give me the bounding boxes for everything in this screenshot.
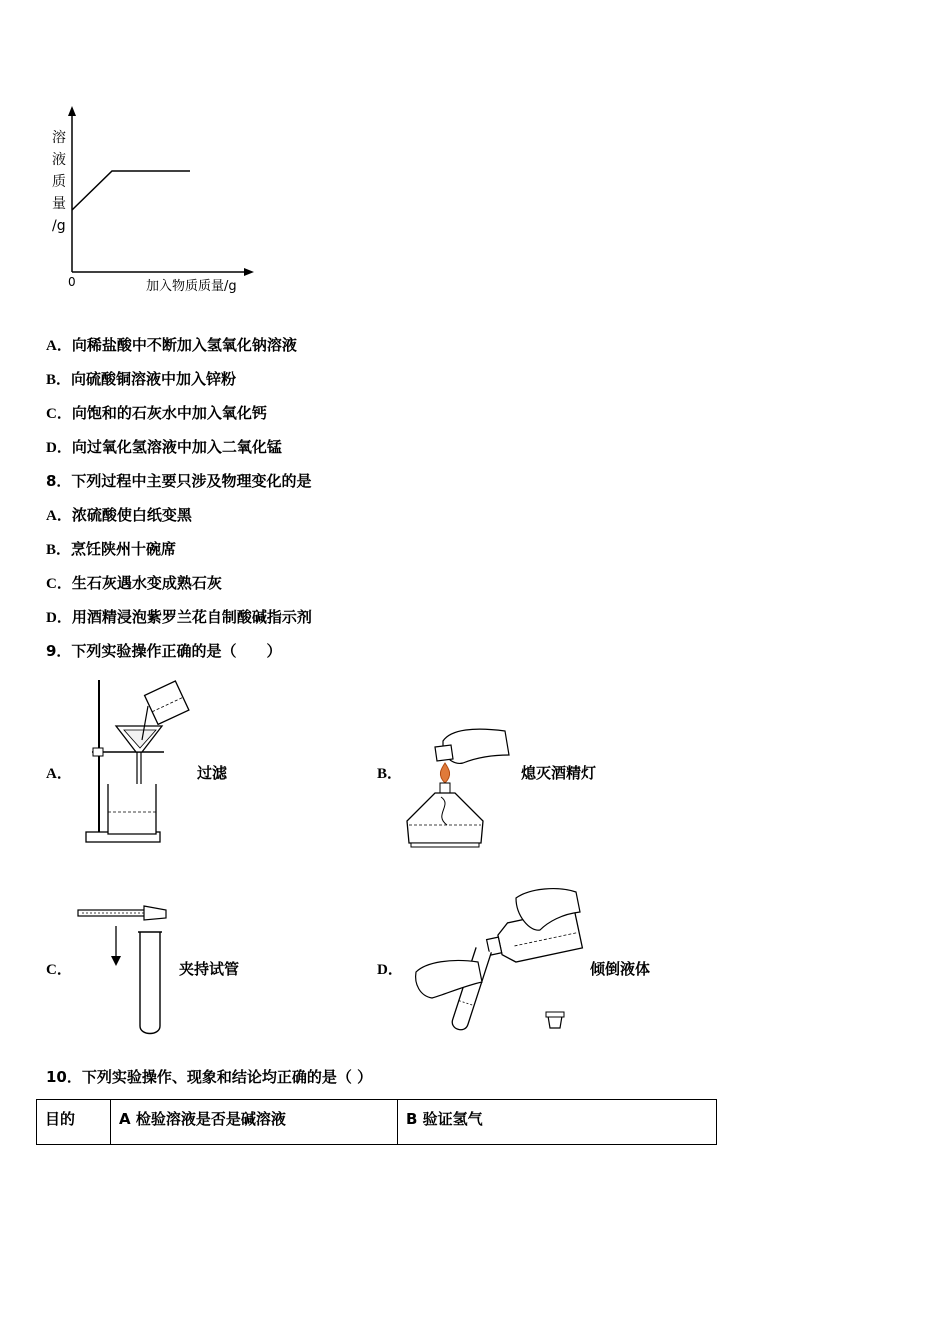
y-label-char: 质 [52,174,66,190]
holder-clamp [144,906,166,920]
x-label: 加入物质质量/g [146,279,237,294]
q8-option-c [46,573,222,594]
q9-option-c-letter: C． [46,962,72,978]
wick-holder [440,783,450,793]
y-label-char: 量 [52,196,66,212]
q9-stem: 9．下列实验操作正确的是（ ） [46,642,282,660]
x-axis-arrow [244,268,254,276]
lamp-cap [435,745,453,761]
y-label-char: 液 [52,152,66,168]
option-text: 浓硫酸使白纸变黑 [71,506,192,524]
test-tube [140,932,160,1034]
pouring-liquid-illustration [412,886,588,1038]
down-arrow-head [111,956,121,966]
graph-curve [72,171,190,210]
q9-option-d-caption: 倾倒液体 [590,960,651,978]
option-text: 向过氧化氢溶液中加入二氧化锰 [71,438,282,456]
y-label-char: 溶 [52,130,66,146]
q7-option-c [46,403,267,424]
option-text: 烹饪陕州十碗席 [71,540,177,558]
q8-option-a [46,505,192,526]
option-letter: A． [46,338,72,354]
lamp-body [407,793,483,843]
option-text: 向饱和的石灰水中加入氧化钙 [71,404,267,422]
q9-option-d-letter: D． [377,962,403,978]
q7-option-b [46,369,236,390]
option-text: 用酒精浸泡紫罗兰花自制酸碱指示剂 [71,608,312,626]
q9-option-b-letter: B． [377,766,403,782]
test-tube-holder-illustration [74,902,174,1038]
option-text: 生石灰遇水变成熟石灰 [71,574,222,592]
option-text: 向硫酸铜溶液中加入锌粉 [71,370,237,388]
option-letter: B． [46,372,72,388]
flame [440,763,449,783]
option-letter: B． [46,542,72,558]
option-letter: D． [46,440,72,456]
table-row [37,1100,717,1145]
option-letter: C． [46,576,72,592]
bottle-stopper [548,1016,562,1028]
beaker [108,784,156,834]
filtration-illustration [80,676,195,848]
y-label-char: /g [52,218,66,234]
y-axis-arrow [68,106,76,116]
q8-option-d [46,607,312,628]
option-letter: D． [46,610,72,626]
q7-option-a [46,335,297,356]
q7-graph [40,100,270,300]
clamp-screw [93,748,103,756]
q7-option-d [46,437,282,458]
pouring-beaker [145,681,189,724]
q9-option-c-caption: 夹持试管 [179,960,240,978]
table-cell-b: B 验证氢气 [398,1100,717,1145]
q9-option-b-caption: 熄灭酒精灯 [521,764,597,782]
option-letter: C． [46,406,72,422]
q8-option-b [46,539,176,560]
option-text: 向稀盐酸中不断加入氢氧化钠溶液 [71,336,297,354]
graph-svg [40,100,270,300]
q10-stem: 10．下列实验操作、现象和结论均正确的是（ ） [46,1068,373,1086]
q9-option-a-letter: A． [46,766,72,782]
alcohol-lamp-illustration [405,725,515,853]
q9-option-a-caption: 过滤 [197,764,228,782]
table-row-header: 目的 [37,1100,111,1145]
q8-stem: 8．下列过程中主要只涉及物理变化的是 [46,472,312,490]
option-letter: A． [46,508,72,524]
table-cell-a: A 检验溶液是否是碱溶液 [111,1100,398,1145]
origin-label: 0 [68,275,76,289]
q10-table [36,1099,717,1145]
